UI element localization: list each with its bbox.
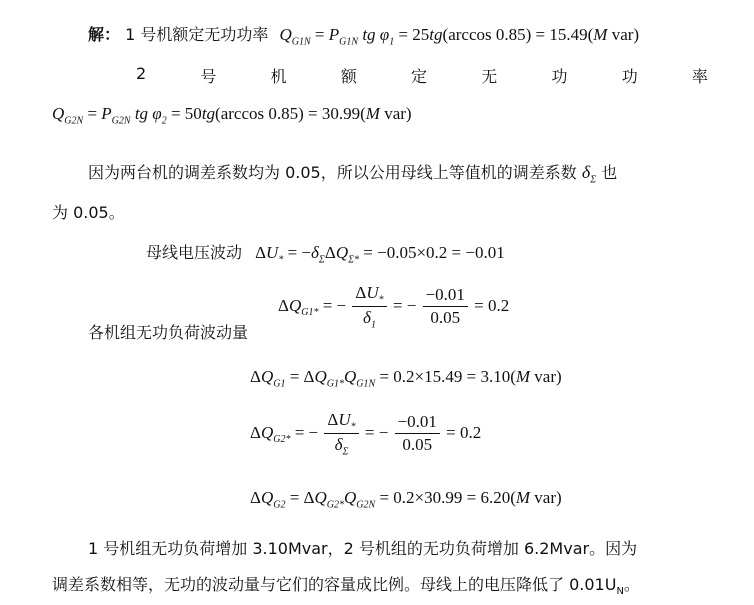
line2-char: 功 — [621, 67, 638, 86]
line2-char: 额 — [340, 67, 357, 86]
un-subscript: N — [616, 586, 624, 598]
para1-text: 因为两台机的调差系数均为 0.05，所以公用母线上等值机的调差系数 — [88, 163, 577, 182]
delta-sigma-symbol: $\delta_\Sigma$ — [581, 162, 597, 186]
line2-char: 2 — [136, 64, 147, 83]
para2-text: 调差系数相等，无功的波动量与它们的容量成比例。母线上的电压降低了 0.01U — [52, 575, 617, 594]
group-label: 各机组无功负荷波动量 — [88, 323, 249, 342]
para2-line2 — [52, 572, 640, 597]
bus-formula: $\Delta U_* = -\delta_\Sigma\Delta Q_{\Sigma*} = -0.05\times 0.2 = -0.01$ — [255, 243, 505, 266]
line2-char: 功 — [551, 67, 568, 86]
para1-end: 也 — [601, 163, 618, 182]
para1-line2: 为 0.05。 — [52, 203, 125, 222]
para2-end: 。 — [623, 575, 640, 594]
line2-char: 定 — [411, 67, 428, 86]
solution-line-1 — [88, 22, 639, 47]
line1-text: 1 号机额定无功功率 — [125, 25, 269, 44]
line2-spread — [136, 64, 708, 87]
solution-label: 解： — [88, 25, 121, 44]
line2-formula: $Q_{G2N} = P_{G2N}$ tg $\varphi_2 = 50tg(\arccos$ 0.85) = 30.99(M var) — [52, 104, 412, 127]
dq2-formula: $\Delta Q_{G2*}$ = − $\frac{\Delta U_*}{\delta_\Sigma}$ = − $\frac{-0.01}{0.05}$ = 0.2 — [250, 410, 482, 458]
line2-char: 机 — [270, 67, 287, 86]
line2-char: 无 — [481, 67, 498, 86]
bus-voltage-line — [146, 240, 505, 265]
para1-line1 — [88, 160, 617, 186]
para2-line1: 1 号机组无功负荷增加 3.10Mvar，2 号机组的无功负荷增加 6.2Mvar。因为 — [88, 539, 638, 558]
line1-formula: $Q_{G1N} = P_{G1N}$ tg $\varphi_1 = 25tg(\arccos$ 0.85) = 15.49(M var) — [279, 25, 640, 48]
dq1-formula: $\Delta Q_{G1*}$ = − $\frac{\Delta U_*}{\delta_1}$ = − $\frac{-0.01}{0.05}$ = 0.2 — [278, 283, 510, 331]
bus-label: 母线电压波动 — [146, 243, 243, 262]
dqg2-formula: $\Delta Q_{G2} = \Delta Q_{G2*}Q_{G2N} = 0.2\times 30.99 = 6.20(M$ var) — [250, 488, 562, 511]
line2-char: 率 — [691, 67, 708, 86]
dqg1-formula: $\Delta Q_{G1} = \Delta Q_{G1*}Q_{G1N} = 0.2\times 15.49 = 3.10(M$ var) — [250, 367, 562, 390]
line2-char: 号 — [200, 67, 217, 86]
